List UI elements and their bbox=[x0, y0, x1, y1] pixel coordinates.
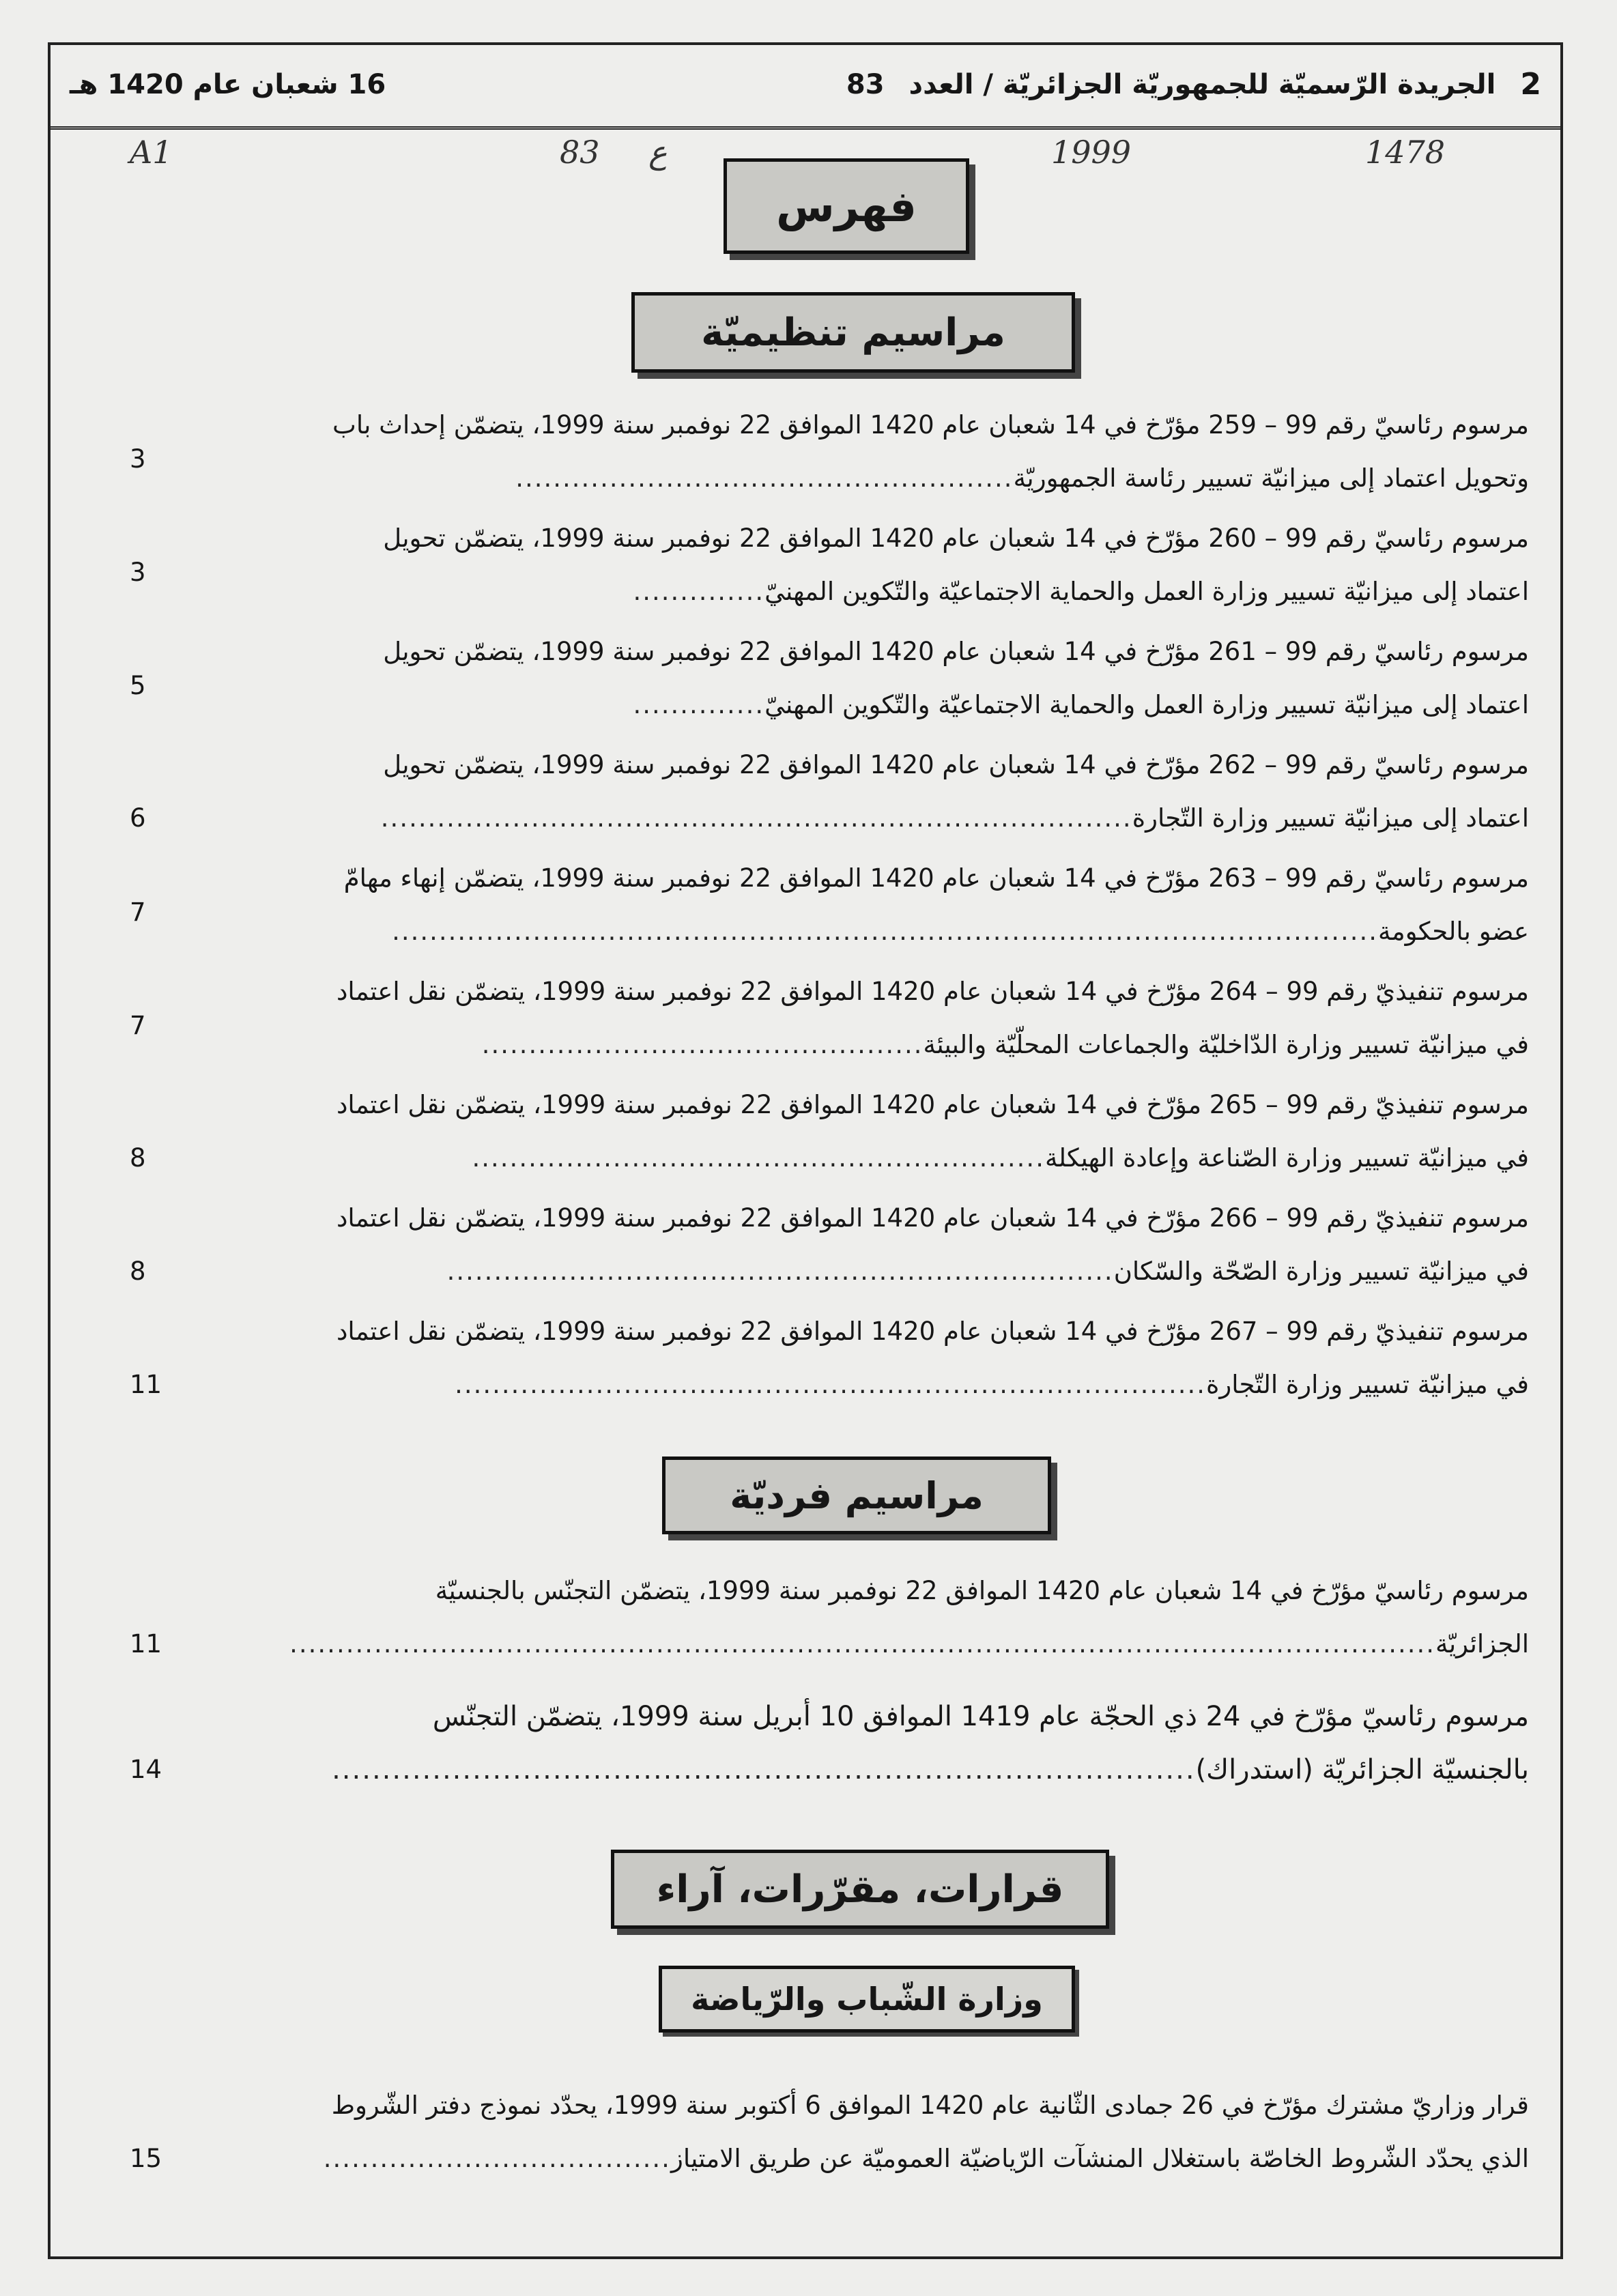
entry-page-number: 11 bbox=[130, 1629, 162, 1659]
entry-page-number: 15 bbox=[130, 2144, 162, 2173]
header-date: 16 شعبان عام 1420 هـ bbox=[70, 68, 386, 100]
handwritten-mark: 1478 bbox=[1365, 134, 1446, 171]
handwritten-mark: ع bbox=[648, 134, 668, 171]
entry-line-2: في ميزانيّة تسيير وزارة التّجارة................................................................................ bbox=[455, 1370, 1529, 1399]
index-title: فهرس bbox=[724, 158, 969, 254]
toc-entry[interactable] bbox=[130, 512, 1529, 618]
entry-page-number: 3 bbox=[130, 558, 146, 587]
handwritten-mark: 1999 bbox=[1051, 134, 1132, 171]
entry-line-2: اعتماد إلى ميزانيّة تسيير وزارة العمل والحماية الاجتماعيّة والتّكوين المهنيّ.............. bbox=[633, 577, 1529, 606]
section-subtitle: وزارة الشّباب والرّياضة bbox=[659, 1966, 1075, 2033]
toc-entry[interactable] bbox=[130, 1305, 1529, 1411]
section-title: قرارات، مقرّرات، آراء bbox=[611, 1850, 1109, 1929]
journal-title: الجريدة الرّسميّة للجمهوريّة الجزائريّة / العدد bbox=[908, 68, 1496, 100]
entry-line: مرسوم رئاسيّ رقم 99 – 263 مؤرّخ في 14 شعبان عام 1420 الموافق 22 نوفمبر سنة 1999، يتضمّن إنهاء مهامّ bbox=[343, 863, 1529, 893]
header-right bbox=[846, 67, 1541, 102]
entry-line: قرار وزاريّ مشترك مؤرّخ في 26 جمادى الثّانية عام 1420 الموافق 6 أكتوبر سنة 1999، يحدّد نموذج دفتر الشّروط bbox=[331, 2091, 1529, 2120]
toc-entry[interactable] bbox=[130, 1192, 1529, 1298]
toc-entry[interactable] bbox=[130, 625, 1529, 732]
entry-line-2: اعتماد إلى ميزانيّة تسيير وزارة العمل والحماية الاجتماعيّة والتّكوين المهنيّ.............. bbox=[633, 690, 1529, 719]
toc-entry[interactable] bbox=[130, 738, 1529, 845]
handwritten-mark: 83 bbox=[560, 134, 600, 171]
toc-entry[interactable] bbox=[130, 1690, 1529, 1796]
toc-entry[interactable] bbox=[130, 1564, 1529, 1671]
toc-entry[interactable] bbox=[130, 2079, 1529, 2185]
entry-line-2: بالجنسيّة الجزائريّة (استدراك)...................................................................................... bbox=[332, 1754, 1529, 1785]
section-title: مراسيم فرديّة bbox=[662, 1456, 1051, 1534]
entry-line-2: الجزائريّة.......................................................................................................................... bbox=[289, 1629, 1529, 1659]
issue-number: 83 bbox=[846, 68, 885, 100]
entry-line-2: اعتماد إلى ميزانيّة تسيير وزارة التّجارة................................................................................ bbox=[380, 803, 1529, 833]
page-number: 2 bbox=[1520, 67, 1541, 102]
entry-line-2: الذي يحدّد الشّروط الخاصّة باستغلال المنشآت الرّياضيّة العموميّة عن طريق الامتياز..................................... bbox=[323, 2144, 1529, 2173]
entry-line-2: في ميزانيّة تسيير وزارة الدّاخليّة والجماعات المحلّيّة والبيئة............................................... bbox=[481, 1030, 1529, 1059]
entry-line: مرسوم رئاسيّ رقم 99 – 262 مؤرّخ في 14 شعبان عام 1420 الموافق 22 نوفمبر سنة 1999، يتضمّن تحويل bbox=[383, 750, 1529, 779]
entry-line: مرسوم تنفيذيّ رقم 99 – 265 مؤرّخ في 14 شعبان عام 1420 الموافق 22 نوفمبر سنة 1999، يتضمّن نقل اعتماد bbox=[336, 1090, 1529, 1119]
entry-line-2: وتحويل اعتماد إلى ميزانيّة تسيير رئاسة الجمهوريّة..................................................... bbox=[515, 463, 1529, 493]
toc-entry[interactable] bbox=[130, 399, 1529, 505]
entry-line: مرسوم رئاسيّ مؤرّخ في 24 ذي الحجّة عام 1419 الموافق 10 أبريل سنة 1999، يتضمّن التجنّس bbox=[432, 1701, 1529, 1732]
entry-page-number: 3 bbox=[130, 444, 146, 474]
entry-line-2: عضو بالحكومة......................................................................................................... bbox=[392, 917, 1529, 946]
entry-page-number: 7 bbox=[130, 1011, 146, 1040]
running-header bbox=[48, 42, 1563, 130]
entry-line: مرسوم تنفيذيّ رقم 99 – 266 مؤرّخ في 14 شعبان عام 1420 الموافق 22 نوفمبر سنة 1999، يتضمّن نقل اعتماد bbox=[336, 1203, 1529, 1233]
section-title: مراسيم تنظيميّة bbox=[631, 292, 1075, 373]
entry-line: مرسوم رئاسيّ رقم 99 – 260 مؤرّخ في 14 شعبان عام 1420 الموافق 22 نوفمبر سنة 1999، يتضمّن تحويل bbox=[383, 523, 1529, 553]
entry-line-2: في ميزانيّة تسيير وزارة الصّناعة وإعادة الهيكلة............................................................. bbox=[472, 1143, 1529, 1173]
entry-page-number: 8 bbox=[130, 1143, 146, 1173]
toc-entry[interactable] bbox=[130, 965, 1529, 1072]
entry-line: مرسوم تنفيذيّ رقم 99 – 264 مؤرّخ في 14 شعبان عام 1420 الموافق 22 نوفمبر سنة 1999، يتضمّن نقل اعتماد bbox=[336, 977, 1529, 1006]
toc-entry[interactable] bbox=[130, 852, 1529, 958]
handwritten-mark: A1 bbox=[130, 134, 173, 171]
entry-page-number: 5 bbox=[130, 671, 146, 700]
entry-line: مرسوم رئاسيّ رقم 99 – 261 مؤرّخ في 14 شعبان عام 1420 الموافق 22 نوفمبر سنة 1999، يتضمّن تحويل bbox=[383, 637, 1529, 666]
toc-entry[interactable] bbox=[130, 1078, 1529, 1185]
entry-page-number: 8 bbox=[130, 1257, 146, 1286]
entry-line: مرسوم رئاسيّ مؤرّخ في 14 شعبان عام 1420 الموافق 22 نوفمبر سنة 1999، يتضمّن التجنّس بالجنسيّة bbox=[435, 1576, 1529, 1605]
entry-page-number: 14 bbox=[130, 1755, 162, 1784]
entry-page-number: 6 bbox=[130, 803, 146, 833]
entry-line-2: في ميزانيّة تسيير وزارة الصّحّة والسّكان....................................................................... bbox=[446, 1257, 1529, 1286]
entry-line: مرسوم تنفيذيّ رقم 99 – 267 مؤرّخ في 14 شعبان عام 1420 الموافق 22 نوفمبر سنة 1999، يتضمّن نقل اعتماد bbox=[336, 1317, 1529, 1346]
entry-page-number: 7 bbox=[130, 898, 146, 927]
entry-page-number: 11 bbox=[130, 1370, 162, 1399]
entry-line: مرسوم رئاسيّ رقم 99 – 259 مؤرّخ في 14 شعبان عام 1420 الموافق 22 نوفمبر سنة 1999، يتضمّن إحداث باب bbox=[332, 410, 1529, 440]
